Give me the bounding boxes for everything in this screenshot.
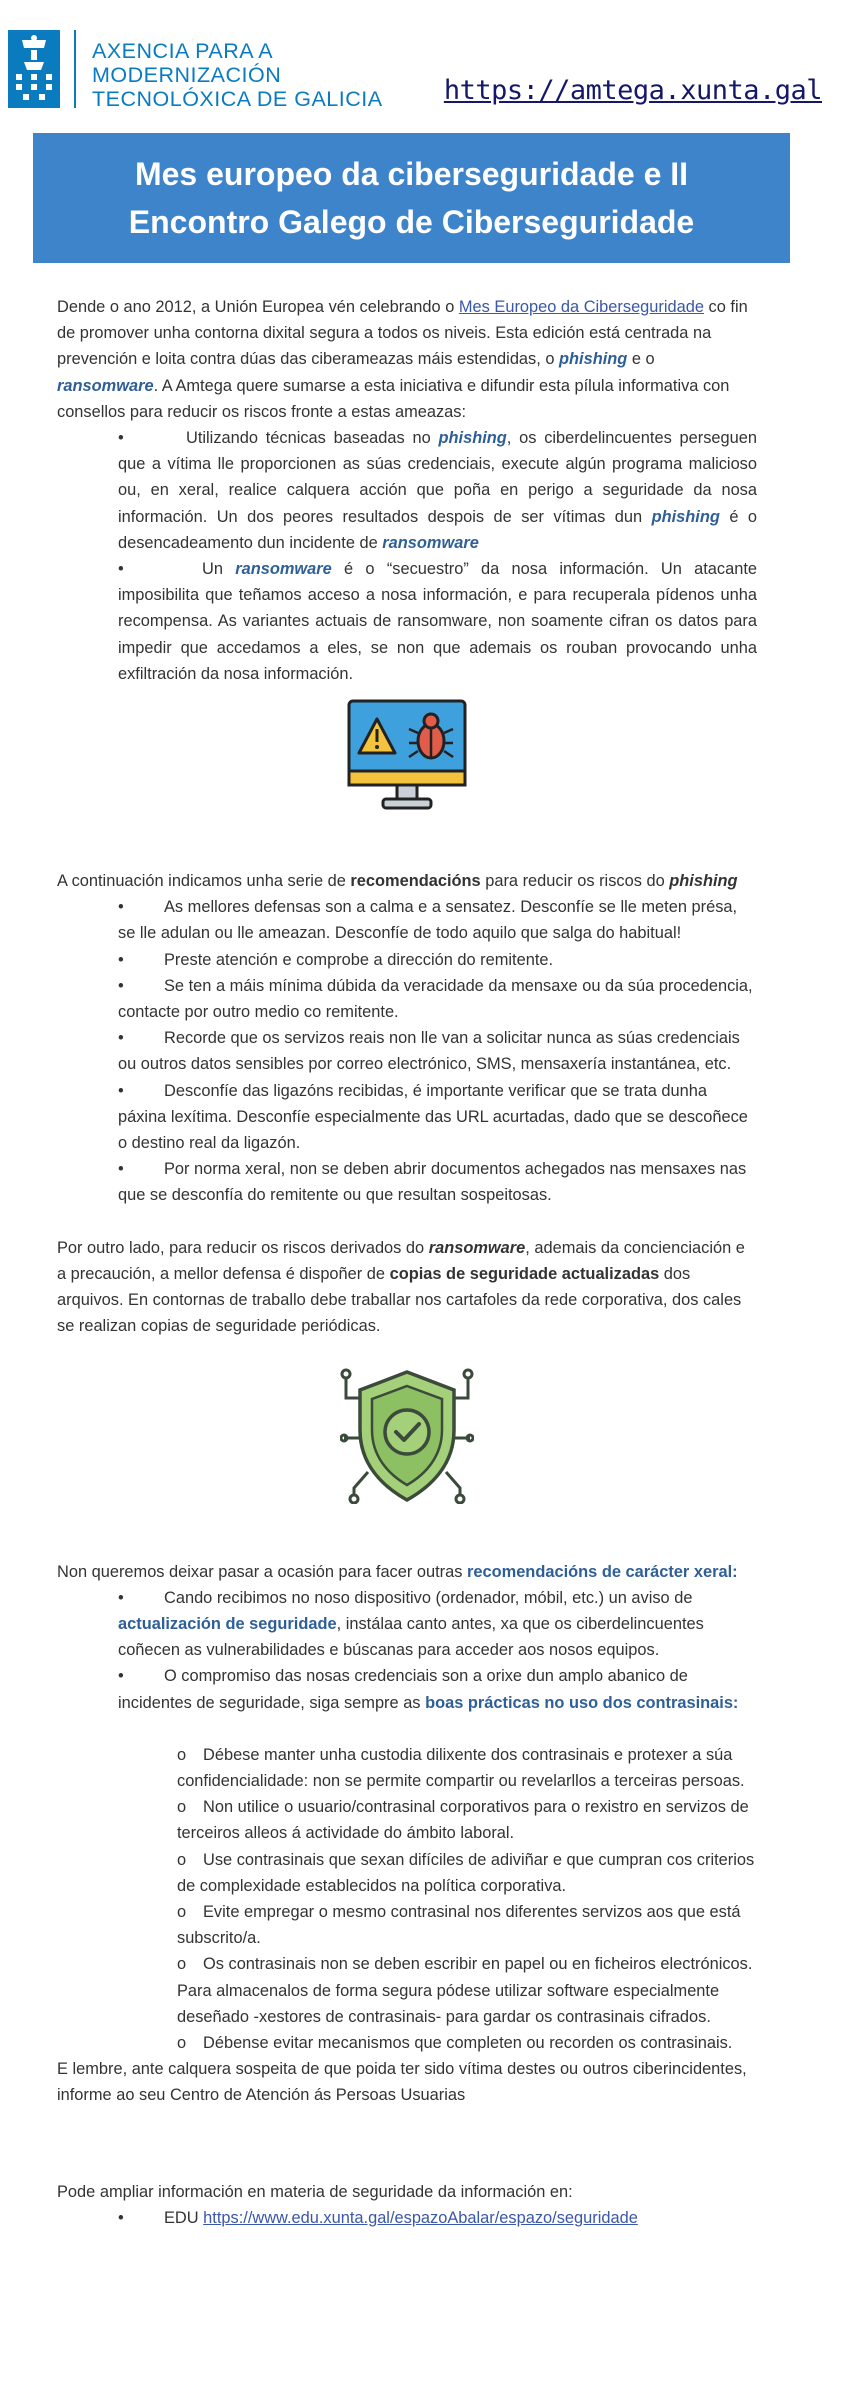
amtega-logo[interactable] [8, 30, 383, 111]
logo-divider [74, 30, 76, 108]
circle-bullet-icon: o [177, 1955, 187, 1974]
list-item: • Por norma xeral, non se deben abrir documentos achegados nas mensaxes nas que se desconfía do remitente ou que resultan sospeitosas. [118, 1156, 757, 1208]
phishing-intro: A continuación indicamos unha serie de recomendacións para reducir os riscos do phishing [57, 872, 738, 891]
circle-bullet-icon: o [177, 2033, 187, 2052]
closing-paragraph: E lembre, ante calquera sospeita de que poida ter sido vítima destes ou outros ciberincidentes, informe ao seu Centro de Atención ás Persoas Usuarias [57, 2060, 747, 2105]
list-item: o Débese manter unha custodia dilixente dos contrasinais e protexer a súa confidencialidade: non se permite compartir ou revelarllos a terceiras persoas. [177, 1742, 757, 1794]
figure-monitor [57, 699, 757, 812]
figure-shield [57, 1368, 757, 1504]
list-item: o Débense evitar mecanismos que completen ou recorden os contrasinais. [177, 2030, 757, 2056]
circle-bullet-icon: o [177, 1902, 187, 1921]
list-item: • Preste atención e comprobe a dirección do remitente. [118, 947, 757, 973]
title-banner [33, 133, 790, 263]
list-item: • EDU https://www.edu.xunta.gal/espazoAbalar/espazo/seguridade [118, 2205, 757, 2231]
general-intro: Non queremos deixar pasar a ocasión para facer outras recomendacións de carácter xeral: [57, 1562, 738, 1581]
list-item: • Un ransomware é o “secuestro” da nosa información. Un atacante imposibilita que teñamos acceso a nosa información, e para recuperala pídenos unha recompensa. As variantes actuais de ransomware, non soamente cifran os datos para impedir que accedamos a eles, se non que ademais os rouban provocando unha exfiltración da nosa información. [118, 556, 757, 687]
term-phishing: phishing [559, 350, 628, 369]
password-practices [57, 1742, 757, 2056]
banner-title-line: Encontro Galego de Ciberseguridade [128, 204, 695, 240]
more-info-intro: Pode ampliar información en materia de seguridade da información en: [57, 2182, 573, 2201]
term-ransomware: ransomware [57, 376, 154, 395]
list-item: o Use contrasinais que sexan difíciles de adiviñar e que cumpran cos criterios de complexidade establecidos na política corporativa. [177, 1847, 757, 1899]
more-info-list [57, 2205, 757, 2231]
shield-check-icon [340, 1368, 474, 1504]
site-url-link[interactable]: https://amtega.xunta.gal [443, 75, 822, 106]
intro-paragraph: Dende o ano 2012, a Unión Europea vén celebrando o Mes Europeo da Ciberseguridade co fin de promover unha contorna dixital segura a todos os niveis. Esta edición está centrada na prevención e loita contra dúas das ciberameazas máis estendidas, o phishing e o ransomware. A Amtega quere sumarse a esta iniciativa e difundir esta pílula informativa con consellos para reducir os riscos fronte a estas ameazas: [57, 298, 748, 421]
banner-title-line: Mes europeo da ciberseguridade e II [134, 156, 689, 192]
circle-bullet-icon: o [177, 1745, 187, 1764]
list-item: • Desconfíe das ligazóns recibidas, é importante verificar que se trata dunha páxina lexítima. Desconfíe especialmente das URL acurtadas, dado que se descoñece o destino real da ligazón. [118, 1078, 757, 1157]
list-item: o Os contrasinais non se deben escribir en papel ou en ficheiros electrónicos. Para almacenalos de forma segura pódese utilizar software especialmente deseñado -xestores de contrasinais- para gardar os contrasinais cifrados. [177, 1951, 757, 2030]
page-header [0, 0, 842, 120]
general-recommendations [57, 1585, 757, 1716]
org-name-line: AXENCIA PARA A [92, 39, 274, 63]
org-name [92, 30, 383, 111]
monitor-warning-bug-icon [347, 699, 467, 812]
org-name-line: TECNOLÓXICA DE GALICIA [92, 87, 383, 111]
list-item: • As mellores defensas son a calma e a sensatez. Desconfíe se lle meten présa, se lle adulan ou lle ameazan. Desconfíe de todo aquilo que salga do habitual! [118, 894, 757, 946]
article-body [57, 294, 757, 2231]
list-item: • Utilizando técnicas baseadas no phishing, os ciberdelincuentes perseguen que a vítima lle proporcionen as súas credenciais, execute algún programa malicioso ou, en xeral, realice calquera acción que poña en perigo a seguridade da nosa información. Un dos peores resultados despois de ser vítimas dun phishing é o desencadeamento dun incidente de ransomware [118, 425, 757, 556]
galicia-crest-icon [8, 30, 60, 108]
list-item: o Evite empregar o mesmo contrasinal nos diferentes servizos aos que está subscrito/a. [177, 1899, 757, 1951]
edu-seguridade-link[interactable]: https://www.edu.xunta.gal/espazoAbalar/espazo/seguridade [203, 2208, 638, 2227]
mes-europeo-link[interactable]: Mes Europeo da Ciberseguridade [458, 298, 704, 316]
circle-bullet-icon: o [177, 1798, 187, 1817]
phishing-recommendations [57, 894, 757, 1208]
threat-list [57, 425, 757, 687]
ransomware-paragraph: Por outro lado, para reducir os riscos derivados do ransomware, ademais da concienciación e a precaución, a mellor defensa é dispoñer de copias de seguridade actualizadas dos arquivos. En contornas de traballo debe traballar nos cartafoles da rede corporativa, dos cales se realizan copias de seguridade periódicas. [57, 1238, 745, 1336]
org-name-line: MODERNIZACIÓN [92, 63, 282, 87]
list-item: • Recorde que os servizos reais non lle van a solicitar nunca as súas credenciais ou outros datos sensibles por correo electrónico, SMS, mensaxería instantánea, etc. [118, 1025, 757, 1077]
list-item: o Non utilice o usuario/contrasinal corporativos para o rexistro en servizos de terceiros alleos á actividade do ámbito laboral. [177, 1794, 757, 1846]
list-item: • Se ten a máis mínima dúbida da veracidade da mensaxe ou da súa procedencia, contacte por outro medio co remitente. [118, 973, 757, 1025]
list-item: • O compromiso das nosas credenciais son a orixe dun amplo abanico de incidentes de seguridade, siga sempre as boas prácticas no uso dos contrasinais: [118, 1663, 757, 1715]
list-item: • Cando recibimos no noso dispositivo (ordenador, móbil, etc.) un aviso de actualización de seguridade, instálaa canto antes, xa que os ciberdelincuentes coñecen as vulnerabilidades e búscanas para acceder aos nosos equipos. [118, 1585, 757, 1664]
circle-bullet-icon: o [177, 1850, 187, 1869]
